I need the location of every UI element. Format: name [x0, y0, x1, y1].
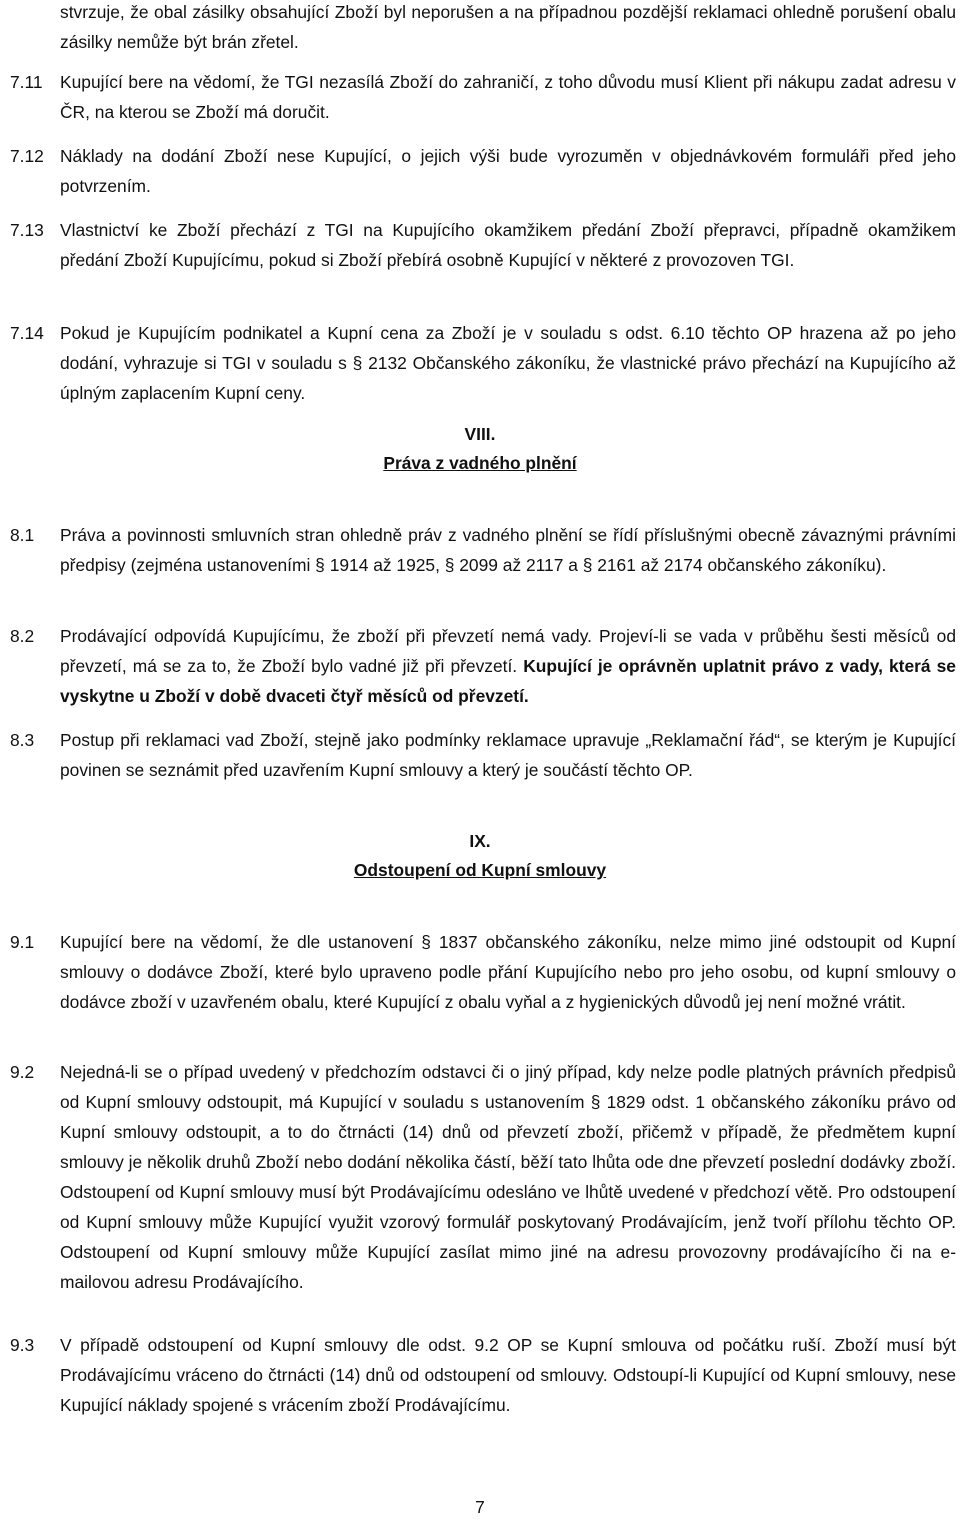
section-title: Odstoupení od Kupní smlouvy — [353, 860, 607, 880]
paragraph-number: 8.2 — [10, 626, 35, 646]
paragraph-text: Pokud je Kupujícím podnikatel a Kupní cena za Zboží je v souladu s odst. 6.10 těchto OP hrazena až po jeho dodání, vyhrazuje si TGI v souladu s § 2132 Občanského zákoníku, že vlastnické právo přechází na Kupujícího až úplným zaplacením Kupní ceny. — [60, 323, 956, 403]
paragraph-number: 8.1 — [10, 525, 35, 545]
section-title: Práva z vadného plnění — [383, 453, 577, 473]
paragraph-text: Postup při reklamaci vad Zboží, stejně jako podmínky reklamace upravuje „Reklamační řád“, se kterým je Kupující povinen se seznámit před uzavřením Kupní smlouvy a který je součástí těchto OP. — [60, 730, 956, 780]
paragraph-number: 7.12 — [10, 146, 44, 166]
paragraph-text — [60, 621, 956, 711]
paragraph-number: 7.11 — [10, 72, 43, 92]
paragraph-number: 7.14 — [10, 323, 44, 343]
section-roman-numeral: IX. — [469, 831, 491, 851]
paragraph-number: 9.1 — [10, 932, 35, 952]
paragraph-text: Nejedná-li se o případ uvedený v předchozím odstavci či o jiný případ, kdy nelze podle platných právních předpisů od Kupní smlouvy odstoupit, má Kupující v souladu s ustanovením § 1829 odst. 1 občanského zákoníku právo od Kupní smlouvy odstoupit, a to do čtrnácti (14) dnů od převzetí zboží, přičemž v případě, že předmětem kupní smlouvy je několik druhů Zboží nebo dodání několika částí, běží tato lhůta ode dne převzetí poslední dodávky zboží. Odstoupení od Kupní smlouvy musí být Prodávajícímu odesláno ve lhůtě uvedené v předchozí větě. Pro odstoupení od Kupní smlouvy může Kupující využit vzorový formulář poskytovaný Prodávajícím, jenž tvoří přílohu těchto OP. Odstoupení od Kupní smlouvy může Kupující zasílat mimo jiné na adresu provozovny prodávajícího či na e-mailovou adresu Prodávajícího. — [60, 1062, 956, 1292]
paragraph-text: Kupující bere na vědomí, že dle ustanovení § 1837 občanského zákoníku, nelze mimo jiné odstoupit od Kupní smlouvy o dodávce Zboží, které bylo upraveno podle přání Kupujícího nebo pro jeho osobu, od kupní smlouvy o dodávce zboží v uzavřeném obalu, které Kupující z obalu vyňal a z hygienických důvodů jej není možné vrátit. — [60, 932, 956, 1012]
page-number: 7 — [475, 1497, 485, 1517]
paragraph-text: Náklady na dodání Zboží nese Kupující, o jejich výši bude vyrozuměn v objednávkovém formuláři před jeho potvrzením. — [60, 146, 956, 196]
paragraph-text: Kupující bere na vědomí, že TGI nezasílá Zboží do zahraničí, z toho důvodu musí Klient při nákupu zadat adresu v ČR, na kterou se Zboží má doručit. — [60, 72, 956, 122]
paragraph-bold-text: Kupující je oprávněn uplatnit právo z vady, která se vyskytne u Zboží v době dvaceti čtyř měsíců od převzetí. — [60, 656, 956, 706]
paragraph-text: Práva a povinnosti smluvních stran ohledně práv z vadného plnění se řídí příslušnými obecně závaznými právními předpisy (zejména ustanoveními § 1914 až 1925, § 2099 až 2117 a § 2161 až 2174 občanského zákoníku). — [60, 525, 956, 575]
paragraph-number: 7.13 — [10, 220, 44, 240]
paragraph-number: 9.2 — [10, 1062, 35, 1082]
intro-paragraph: stvrzuje, že obal zásilky obsahující Zboží byl neporušen a na případnou pozdější reklamaci ohledně porušení obalu zásilky nemůže být brán zřetel. — [60, 2, 956, 52]
section-heading-wrap — [0, 855, 960, 885]
paragraph-number: 8.3 — [10, 730, 35, 750]
paragraph-text: Vlastnictví ke Zboží přechází z TGI na Kupujícího okamžikem předání Zboží přepravci, případně okamžikem předání Zboží Kupujícímu, pokud si Zboží přebírá osobně Kupující v některé z provozoven TGI. — [60, 220, 956, 270]
paragraph-regular-text: Prodávající odpovídá Kupujícímu, že zboží při převzetí nemá vady. Projeví-li se vada v průběhu šesti měsíců od převzetí, má se za to, že Zboží bylo vadné již při převzetí. — [60, 626, 956, 676]
section-heading-wrap — [0, 448, 960, 478]
section-roman-numeral: VIII. — [464, 424, 496, 444]
paragraph-number: 9.3 — [10, 1335, 35, 1355]
paragraph-text: V případě odstoupení od Kupní smlouvy dle odst. 9.2 OP se Kupní smlouva od počátku ruší. Zboží musí být Prodávajícímu vráceno do čtrnácti (14) dnů od odstoupení od smlouvy. Odstoupí-li Kupující od Kupní smlouvy, nese Kupující náklady spojené s vrácením zboží Prodávajícímu. — [60, 1335, 956, 1415]
